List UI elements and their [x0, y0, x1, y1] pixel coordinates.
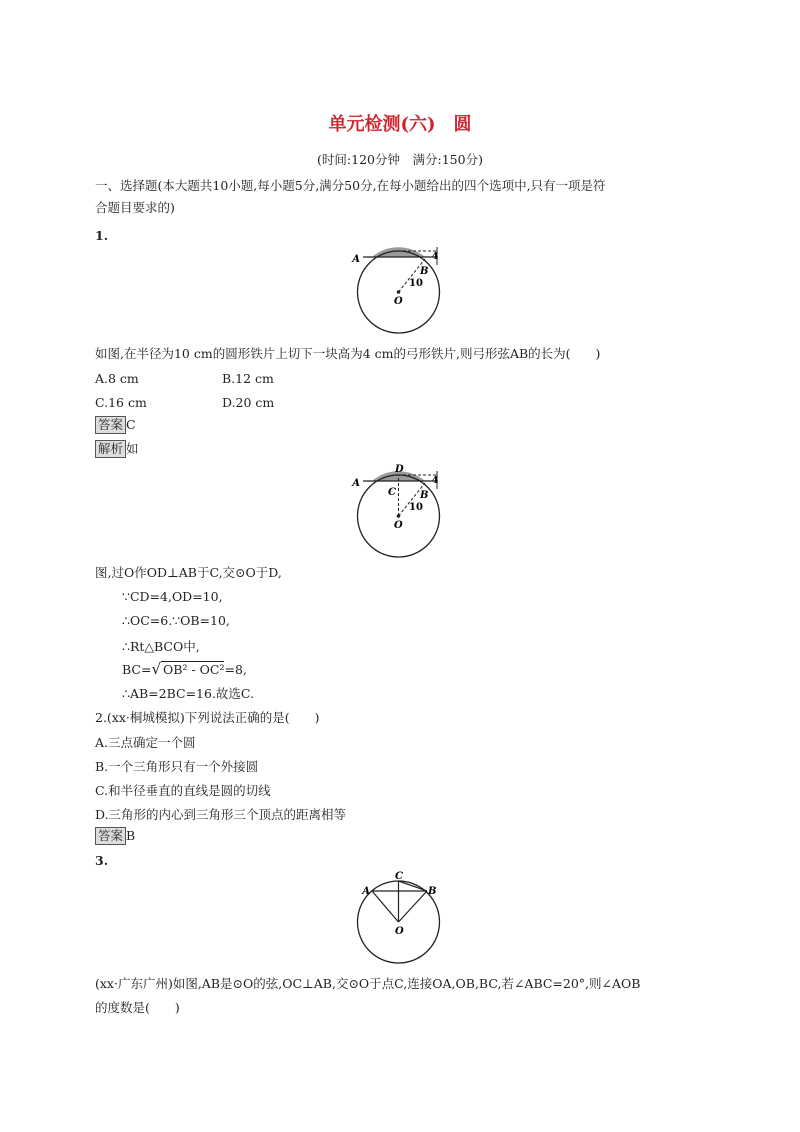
q1s-label-d: D	[395, 464, 404, 475]
q3-number: 3.	[95, 853, 109, 868]
q3-figure	[355, 872, 450, 964]
q1-sol5-pre: BC=	[122, 662, 152, 677]
q2-option-b: B.一个三角形只有一个外接圆	[95, 759, 259, 774]
q1s-center-dot	[397, 514, 401, 518]
q3-line-oa	[372, 891, 399, 922]
q3-label-c: C	[395, 871, 403, 882]
q1s-label-a: A	[352, 478, 360, 489]
q3-label-a: A	[362, 886, 370, 897]
q1-option-d: D.20 cm	[222, 395, 275, 410]
q1-answer-row	[95, 416, 136, 434]
q1-stem: 如图,在半径为10 cm的圆形铁片上切下一块高为4 cm的弓形铁片,则弓形弦AB的长为( )	[95, 346, 601, 361]
section-heading-2: 合题目要求的)	[95, 200, 175, 215]
q3-line-ob	[399, 891, 428, 922]
q1-analysis-lead: 如	[126, 441, 139, 456]
q2-answer-tag: 答案	[95, 827, 126, 845]
q3-stem-2: 的度数是( )	[95, 1000, 180, 1015]
q1s-label-b: B	[420, 490, 429, 501]
q2-stem: 2.(xx·桐城模拟)下列说法正确的是( )	[95, 710, 320, 725]
q1-option-a: A.8 cm	[95, 371, 139, 386]
q1-analysis-row	[95, 439, 139, 458]
q1-label-r: 10	[409, 278, 423, 289]
page-title: 单元检测(六) 圆	[328, 114, 472, 135]
q1s-label-h: 4	[432, 476, 439, 486]
q1s-label-r: 10	[409, 502, 423, 513]
section-heading-1: 一、选择题(本大题共10小题,每小题5分,满分50分,在每小题给出的四个选项中,只有一项是符	[95, 178, 606, 193]
q1-solution-2: ∵CD=4,OD=10,	[122, 589, 223, 604]
q2-answer: B	[126, 828, 136, 843]
q1-option-c: C.16 cm	[95, 395, 147, 410]
exam-info: (时间:120分钟 满分:150分)	[317, 152, 483, 167]
q1-label-h: 4	[432, 252, 439, 262]
q3-stem-1: (xx·广东广州)如图,AB是⊙O的弦,OC⊥AB,交⊙O于点C,连接OA,OB,BC,若∠ABC=20°,则∠AOB	[95, 976, 641, 991]
q1-sol5-post: =8,	[224, 662, 247, 677]
q2-option-c: C.和半径垂直的直线是圆的切线	[95, 783, 271, 798]
q1-label-o: O	[394, 296, 403, 307]
q3-label-b: B	[428, 886, 437, 897]
q3-label-o: O	[395, 926, 404, 937]
q1-answer: C	[126, 417, 136, 432]
q1-center-dot	[397, 290, 401, 294]
q1-answer-tag: 答案	[95, 416, 126, 434]
q1s-label-c: C	[388, 487, 396, 498]
q1-solution-4: ∴Rt△BCO中,	[122, 639, 200, 654]
q1-label-a: A	[352, 254, 360, 265]
q1-number: 1.	[95, 228, 109, 243]
q1-option-b: B.12 cm	[222, 371, 274, 386]
q1s-label-o: O	[394, 520, 403, 531]
q1-solution-5: BC=√ OB² - OC²=8,	[122, 660, 247, 678]
q2-answer-row	[95, 827, 135, 845]
q1-figure	[352, 245, 450, 335]
q1-solution-figure	[352, 462, 450, 554]
q2-option-d: D.三角形的内心到三角形三个顶点的距离相等	[95, 807, 347, 822]
q1-label-b: B	[420, 266, 429, 277]
q1-solution-6: ∴AB=2BC=16.故选C.	[122, 686, 255, 701]
q3-line-bc	[399, 881, 428, 891]
q2-option-a: A.三点确定一个圆	[95, 735, 196, 750]
q1-analysis-tag: 解析	[95, 440, 126, 458]
q1-solution-3: ∴OC=6.∵OB=10,	[122, 613, 230, 628]
q1-solution-1: 图,过O作OD⊥AB于C,交⊙O于D,	[95, 565, 282, 580]
q1-sol5-radicand: OB² - OC²	[163, 662, 225, 677]
